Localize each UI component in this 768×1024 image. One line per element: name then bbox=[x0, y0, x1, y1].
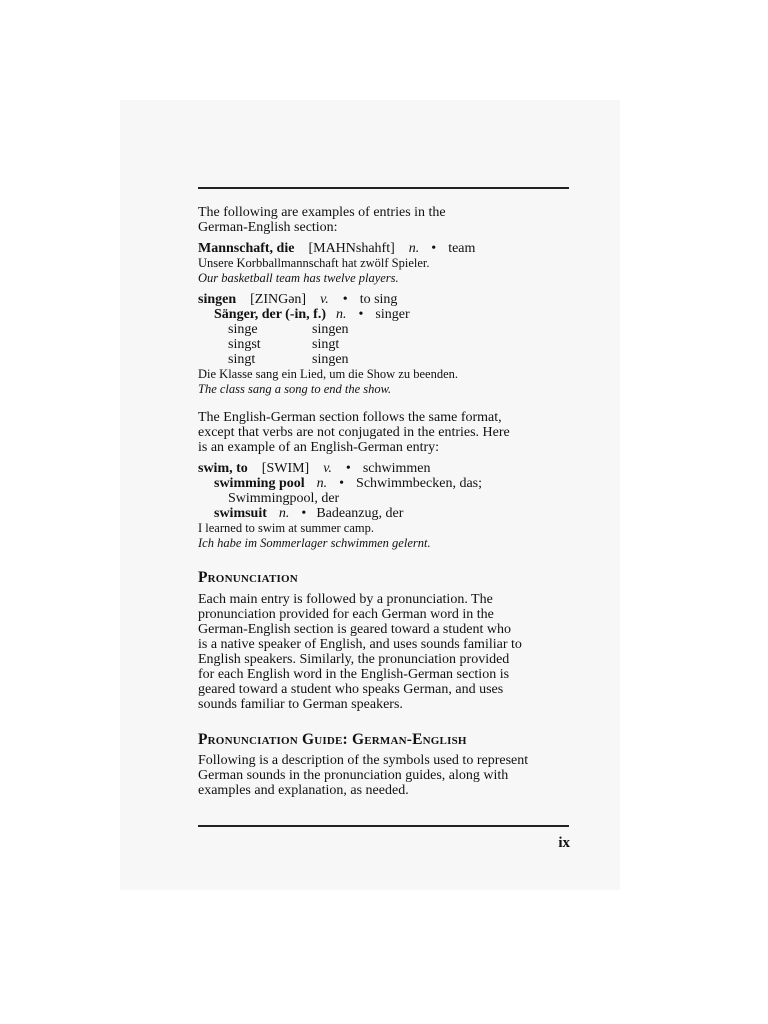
pronunciation: [SWIM] bbox=[261, 461, 310, 476]
gloss-continuation bbox=[228, 491, 570, 506]
conjugation-cell: singst bbox=[228, 337, 261, 352]
body-line: for each English word in the English-German section is bbox=[198, 667, 510, 682]
part-of-speech: n. bbox=[408, 241, 420, 256]
section-body bbox=[198, 753, 570, 798]
sub-headword: swimsuit bbox=[214, 506, 267, 521]
entry-singen bbox=[198, 292, 570, 396]
entry-line bbox=[198, 461, 570, 476]
sub-entry-line bbox=[214, 307, 570, 322]
sub-entry-line bbox=[214, 506, 570, 521]
body-line: Each main entry is followed by a pronunciation. The bbox=[198, 592, 493, 607]
gloss: schwimmen bbox=[362, 461, 431, 476]
intro-paragraph bbox=[198, 205, 570, 235]
guide-section bbox=[198, 732, 570, 798]
example-english: I learned to swim at summer camp. bbox=[198, 521, 374, 535]
body-line: geared toward a student who speaks German, and uses bbox=[198, 682, 504, 697]
intro-line: The following are examples of entries in the bbox=[198, 205, 446, 220]
top-rule bbox=[198, 187, 569, 189]
paragraph-line: except that verbs are not conjugated in the entries. Here bbox=[198, 425, 510, 440]
body-line: English speakers. Similarly, the pronunciation provided bbox=[198, 652, 510, 667]
body-line: sounds familiar to German speakers. bbox=[198, 697, 403, 712]
bullet: • bbox=[342, 292, 348, 307]
part-of-speech: n. bbox=[316, 476, 328, 491]
bottom-rule bbox=[198, 825, 569, 827]
entry-line bbox=[198, 241, 570, 256]
page-number: ix bbox=[558, 835, 570, 851]
example-german: Die Klasse sang ein Lied, um die Show zu beenden. bbox=[198, 367, 459, 381]
body-line: pronunciation provided for each German word in the bbox=[198, 607, 494, 622]
part-of-speech: n. bbox=[336, 307, 347, 322]
entry-line bbox=[198, 292, 570, 307]
section-heading: Pronunciation bbox=[198, 569, 298, 586]
gloss: singer bbox=[375, 307, 410, 322]
pronunciation-section bbox=[198, 570, 570, 712]
pronunciation: [ZINGən] bbox=[250, 292, 307, 307]
example-german: Ich habe im Sommerlager schwimmen gelernt. bbox=[198, 535, 431, 550]
entry-swim bbox=[198, 461, 570, 550]
conjugation-table bbox=[228, 322, 570, 367]
part-of-speech: v. bbox=[320, 292, 329, 307]
bullet: • bbox=[431, 241, 437, 256]
paragraph-line: is an example of an English-German entry: bbox=[198, 440, 440, 455]
bullet: • bbox=[339, 476, 345, 491]
bullet: • bbox=[301, 506, 307, 521]
sub-headword: swimming pool bbox=[214, 476, 305, 491]
body-line: German-English section is geared toward a student who bbox=[198, 622, 511, 637]
conjugation-cell: singt bbox=[312, 337, 340, 352]
sub-entry-line bbox=[214, 476, 570, 491]
gloss: Swimmingpool, der bbox=[228, 491, 340, 506]
example-english: Our basketball team has twelve players. bbox=[198, 270, 399, 285]
part-of-speech: n. bbox=[278, 506, 290, 521]
gloss: team bbox=[448, 241, 476, 256]
part-of-speech: v. bbox=[323, 461, 332, 476]
conjugation-cell: singe bbox=[228, 322, 258, 337]
body-line: examples and explanation, as needed. bbox=[198, 783, 409, 798]
paragraph-line: The English-German section follows the same format, bbox=[198, 410, 502, 425]
bullet: • bbox=[358, 307, 364, 322]
gloss: Badeanzug, der bbox=[316, 506, 404, 521]
section-body bbox=[198, 592, 570, 712]
conjugation-cell: singt bbox=[228, 352, 256, 367]
example-german: Unsere Korbballmannschaft hat zwölf Spieler. bbox=[198, 256, 430, 270]
gloss: to sing bbox=[359, 292, 398, 307]
sub-headword: Sänger, der (-in, f.) bbox=[214, 307, 326, 322]
headword: singen bbox=[198, 292, 237, 307]
conjugation-cell: singen bbox=[312, 352, 349, 367]
body-line: is a native speaker of English, and uses sounds familiar to bbox=[198, 637, 522, 652]
bullet: • bbox=[345, 461, 351, 476]
headword: swim, to bbox=[198, 461, 248, 476]
pronunciation: [MAHNshahft] bbox=[308, 241, 395, 256]
section-heading: Pronunciation Guide: German-English bbox=[198, 731, 467, 748]
entry-mannschaft bbox=[198, 241, 570, 285]
body-line: Following is a description of the symbols used to represent bbox=[198, 753, 529, 768]
headword: Mannschaft, die bbox=[198, 241, 295, 256]
english-german-paragraph bbox=[198, 410, 570, 455]
body-line: German sounds in the pronunciation guides, along with bbox=[198, 768, 509, 783]
intro-line: German-English section: bbox=[198, 220, 338, 235]
gloss: Schwimmbecken, das; bbox=[356, 476, 483, 491]
conjugation-cell: singen bbox=[312, 322, 349, 337]
example-english: The class sang a song to end the show. bbox=[198, 381, 392, 396]
